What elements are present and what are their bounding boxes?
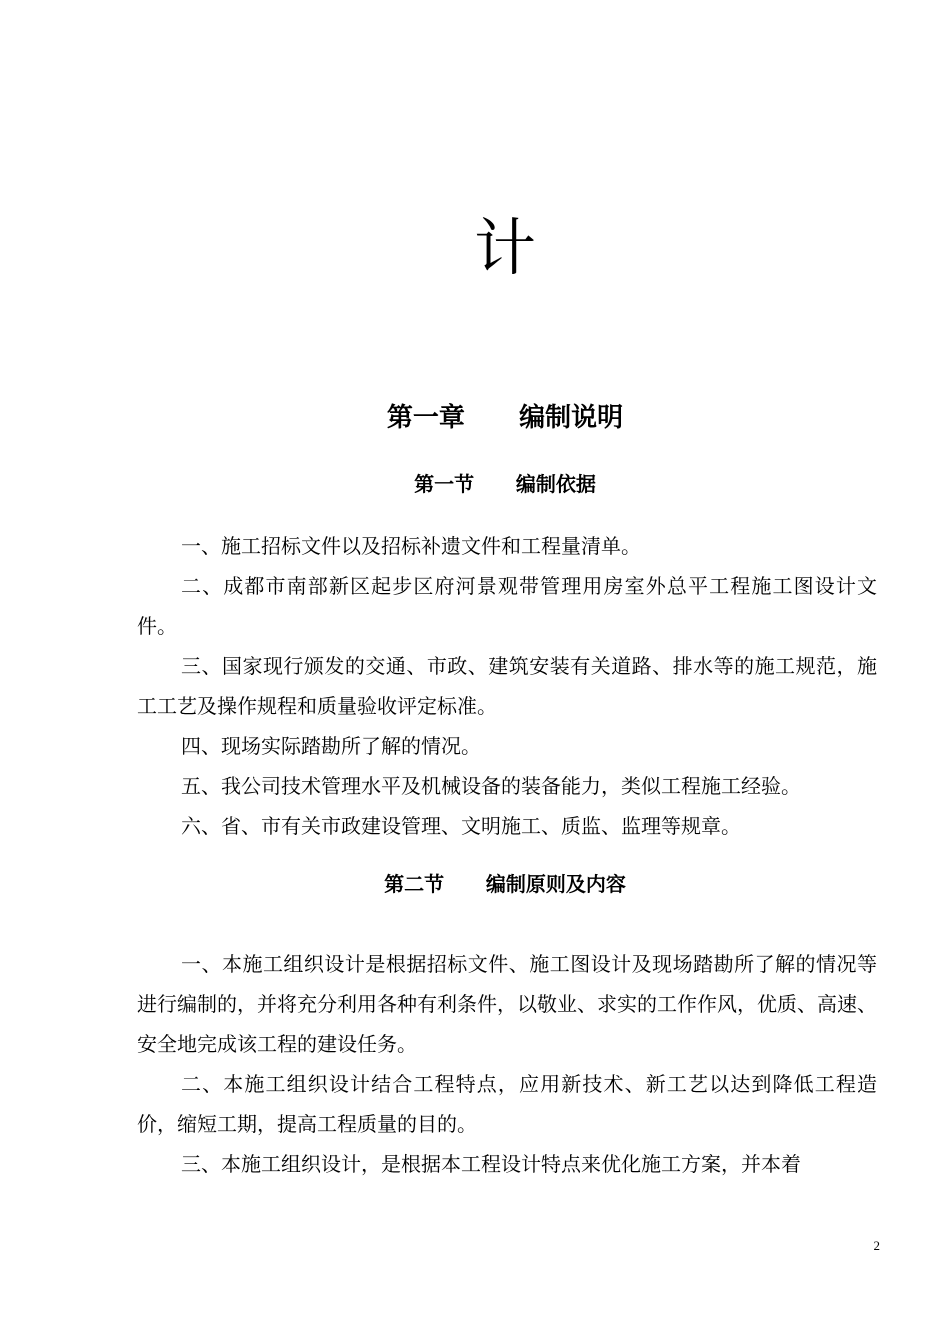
heading-fragment: 计 <box>473 211 536 284</box>
section-title: 第二节 编制原则及内容 <box>384 872 626 896</box>
page-number: 2 <box>873 1238 880 1253</box>
paragraph: 五、我公司技术管理水平及机械设备的装备能力，类似工程施工经验。 <box>181 774 801 798</box>
paragraph: 三、本施工组织设计，是根据本工程设计特点来优化施工方案，并本着 <box>181 1152 801 1176</box>
paragraph: 二、本施工组织设计结合工程特点，应用新技术、新工艺以达到降低工程造价，缩短工期，提高工程质量的目的。 <box>137 1072 877 1136</box>
paragraph: 三、国家现行颁发的交通、市政、建筑安装有关道路、排水等的施工规范，施工工艺及操作规程和质量验收评定标准。 <box>137 654 877 718</box>
chapter-title: 第一章 编制说明 <box>386 403 624 433</box>
paragraph: 四、现场实际踏勘所了解的情况。 <box>181 734 481 758</box>
paragraph: 六、省、市有关市政建设管理、文明施工、质监、监理等规章。 <box>181 814 741 838</box>
paragraph: 一、本施工组织设计是根据招标文件、施工图设计及现场踏勘所了解的情况等进行编制的，并将充分利用各种有利条件，以敬业、求实的工作作风，优质、高速、安全地完成该工程的建设任务。 <box>137 952 877 1056</box>
paragraph: 一、施工招标文件以及招标补遗文件和工程量清单。 <box>181 534 641 558</box>
section-title: 第一节 编制依据 <box>414 472 596 496</box>
paragraph: 二、成都市南部新区起步区府河景观带管理用房室外总平工程施工图设计文件。 <box>137 574 877 638</box>
